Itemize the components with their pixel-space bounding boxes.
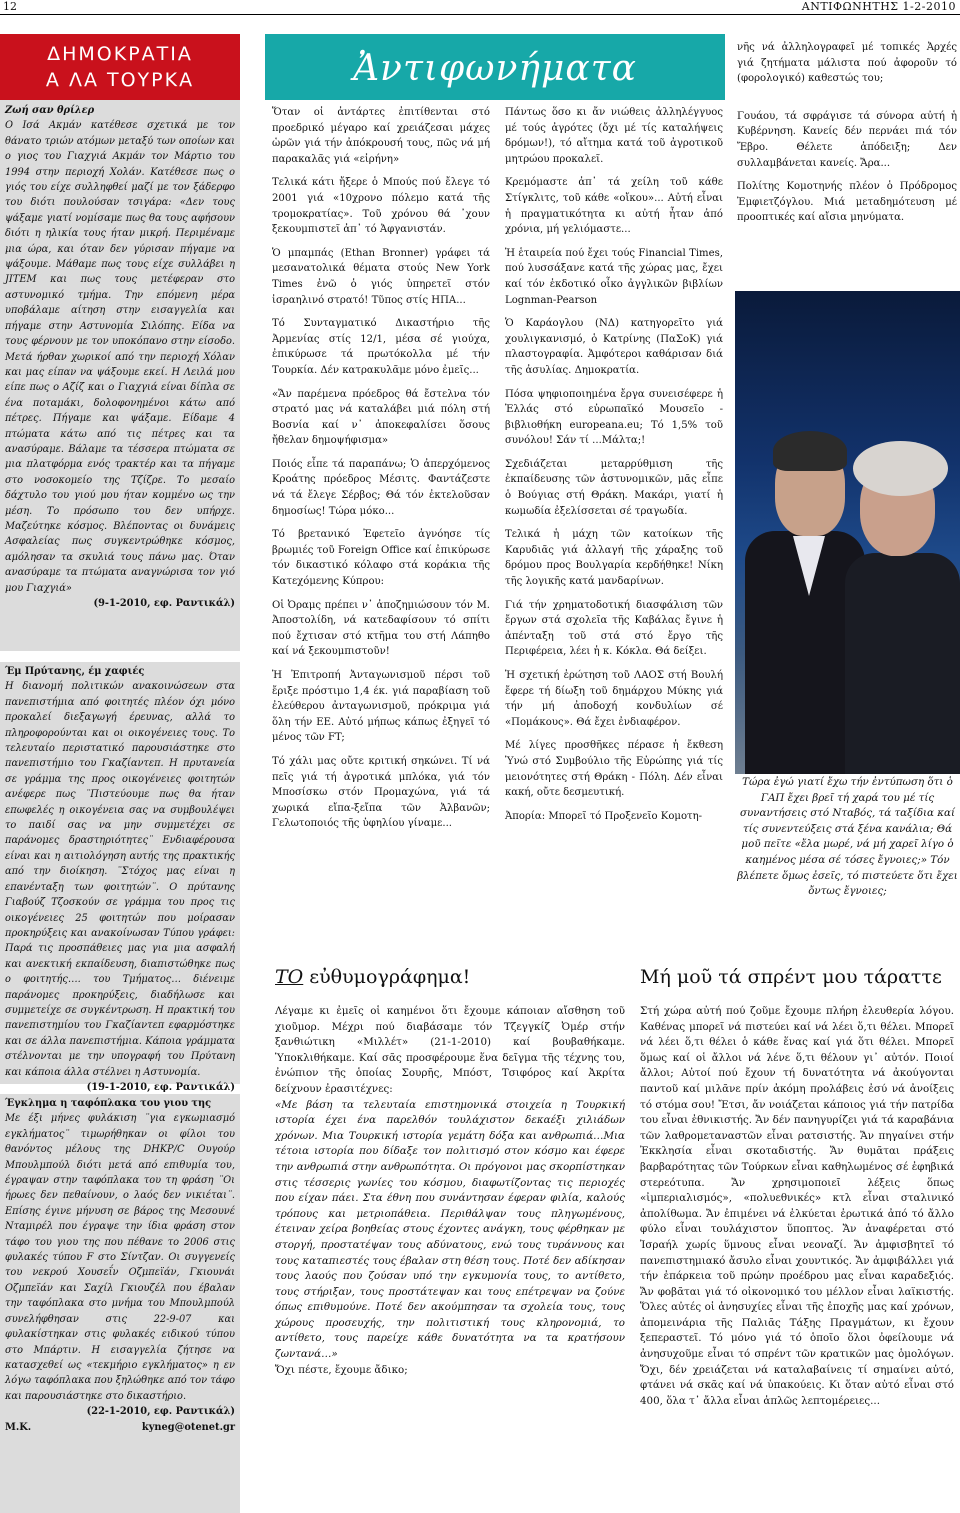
article-source: (19-1-2010, εφ. Ραντικάλ)	[86, 1081, 235, 1093]
article-life-thriller	[0, 103, 240, 649]
paragraph: Πολίτης Κομοτηνής πλέον ὁ Πρόδρομος Ἐμφιετζόγλου. Μιά μεταδημότευση μέ προοπτικές καί αἴσια μηνύματα.	[737, 181, 957, 224]
title-prefix: ΤΟ	[275, 966, 304, 988]
news-photo	[735, 291, 960, 774]
section-title-line2: Α ΛΑ ΤΟΥΡΚΑ	[45, 69, 195, 91]
article-quote: «Με βάση τα τελευταία επιστημονικά στοιχεία η Τουρκική ιστορία έχει ένα παρελθόν τουλάχιστον δεκαέξι χιλιάδων χρόνων. Μια Τουρκική ιστορία γεμάτη δόξα και ανθρωπιά…Μια τέτοια ιστορία που δίδαξε τον πολιτισμό στον κόσμο και έφερε την ανθρωπιά στην ανθρωπότητα. Οι πρόγονοι μας σκορπίστηκαν στις τέσσερις γωνίες του κόσμου, διαφωτίζοντας τις περιοχές που είχαν πάει. Στα έθνη που συνάντησαν έφεραν φιλία, καλούς τρόπους και μετριοπάθεια. Περιθάλψαν τους πληγωμένους, έτειναν χείρα βοηθείας στους έχοντες ανάγκη, τους φέρθηκαν με στοργή, προστατέψαν τους αδύνατους, ενώ τους τυράννους και τους καταπιεστές τους έβαλαν στη θέση τους. Ποτέ δεν αδίκησαν τους λαούς που ζούσαν υπό την εγκυμονία τους, το αντίθετο, τους στήριξαν, τους προστάτεψαν και τους επέτρεψαν να ζούνε όπως επιθυμούνε. Ποτέ δεν ακούμπησαν τα σχολεία τους, τους χώρους προσευχής, την πολιτιστική τους κληρονομιά, το αντίθετο, τους παρείχε κάθε δυνατότητα να τα κρατήσουν ζωντανά…»	[275, 1098, 625, 1361]
article-source: (22-1-2010, εφ. Ραντικάλ)	[86, 1406, 235, 1418]
paragraph: «Ἄν παρέμενα πρόεδρος θά ἔστελνα τόν στρατό μας νά καταλάβει μιά πόλη στή Βοσνία καί ν᾽ ἀποκεφαλίσει ὅσους ἤθελαν δημοψήφισμα»	[272, 388, 490, 447]
title-rest: εὐθυμογράφημα!	[303, 966, 471, 988]
paragraph: Τελικά κάτι ἤξερε ὁ Μπούς πού ἔλεγε τό 2001 γιά «10χρονο πόλεμο κατά τῆς τρομοκρατίας». Τοῦ χρόνου θά ᾽χουν ξεκουμπιστεῖ ἀπ᾽ τό Ἀφγανιστάν.	[272, 177, 490, 236]
paragraph: Γιά τήν χρηματοδοτική διασφάλιση τῶν ἔργων στά σχολεῖα τῆς Καβάλας ἔγινε ἡ ἀπένταξη τοῦ στά στό ἔργο τῆς Περιφέρεια, λέει ἡ κ. Κόκλα. Θά δείξει.	[505, 599, 723, 658]
paragraph: Τό Συνταγματικό Δικαστήριο τῆς Ἀρμενίας στίς 12/1, μέσα σέ γιούχα, ἐπικύρωσε τά πρωτόκολλα μέ τήν Τουρκία. Δέν κατρακυλᾶμε μόνο ἐμεῖς...	[272, 318, 490, 376]
paragraph: Ὁ μπαμπάς (Ethan Bronner) γράφει τά μεσανατολικά θέματα στούς New York Times ἐνῶ ὁ γιός ὑπηρετεῖ στόν ἰσραηλινό στρατό! Τῦπος στίς ΗΠΑ...	[272, 247, 490, 306]
paragraph: Ποιός εἶπε τά παραπάνω; Ὁ ἀπερχόμενος Κροάτης πρόεδρος Μέσιτς. Φαντάζεστε νά τά ἔλεγε Σέρβος; Θά τόν ἐκτελοῦσαν δημοσίως! Τώρα μόκο...	[272, 458, 490, 517]
column-antifonimata-3	[737, 40, 957, 290]
paragraph: Τό βρετανικό Ἐφετεῖο ἀγνόησε τίς βρωμιές τοῦ Foreign Office καί ἐπικύρωσε τόν δικαστικό κόλαφο στά κοράκια τῆς Κατεχόμενης Κύπρου:	[272, 529, 490, 588]
article-rector	[0, 664, 240, 1093]
article-title: Έμ Πρύτανης, έμ χαφιές	[5, 666, 145, 677]
paragraph: Πόσα ψηφιοποιημένα ἔργα συνεισέφερε ἡ Ἑλλάς στό εὐρωπαϊκό Μουσεῖο - βιβλιοθήκη europeana.eu; Τό 1,5% τοῦ συνόλου! Σάν τί ...Μάλτα;!	[505, 388, 723, 447]
article-source: (9-1-2010, εφ. Ραντικάλ)	[93, 598, 235, 609]
paragraph: Ἀπορία: Μπορεῖ τό Προξενεῖο Κομοτη-	[505, 810, 703, 822]
paragraph: Τελικά ἡ μάχη τῶν κατοίκων τῆς Καρυδιᾶς γιά ἀλλαγή τῆς χάραξης τοῦ δρόμου προς Βουλγαρία κερδήθηκε! Νίκη τῆς λογικῆς κατά μανδαρίνων.	[505, 529, 723, 588]
paragraph: Κρεμόμαστε ἀπ᾽ τά χείλη τοῦ κάθε Στίγκλιτς, τοῦ κάθε «οἴκου»... Αὐτή εἶναι ἡ πραγματικότητα κι αὐτή ἦταν ἀπό χρόνια, μή γελιόμαστε...	[505, 177, 723, 236]
article-body: Η διανομή πολιτικών ανακοινώσεων στα πανεπιστήμια από φοιτητές πλέον όχι μόνο προκαλεί διεξαγωγή έρευνας, αλλά το πληροφορούνται και οι οικογένειες τους. Το τελευταίο περιστατικό παρουσιάστηκε στο πανεπιστήμιο του Γκαζίαντεπ. Η πρυτανεία σε γράμμα της προς οικογένειες φοιτητών ανέφερε πως ¨Πιστεύουμε πως θα ήταν επωφελές η οικογένεια σας να συμβουλέψει το παιδί σας να μην συμμετέχει σε παράνομες δραστηριότητες¨ Ενδιαφέρουσα είναι και η αιτιολόγηση αυτής της πρακτικής από την διοίκηση. ¨Στόχος μας είναι η επανένταξη των φοιτητών¨. Ο πρύτανης Γιαβούζ Τζοσκούν σε γράμμα του προς τις οικογένειες 25 φοιτητών που μοίρασαν προκηρύξεις και ανακοίνωσαν Τύπου γράφει: Παρά τις προσπάθειες μας για μια ασφαλή και ανεκτική εκπαίδευση, διαπιστώθηκε πως ο φοιτητής…. του Τμήματος… διένειμε παράνομες προκηρύξεις, διαδήλωσε και συμμετείχε σε συγκέντρωση. Η πρακτική του πανεπιστημίου του Γκαζίαντεπ εφαρμόστηκε και σε άλλα πανεπιστήμια. Κάποια γράμματα στέλνονται με την υπογραφή του Πρύτανη και κάποια άλλα στέλνει η Αστυνομία.	[5, 681, 235, 1078]
section-banner-democracy	[0, 34, 240, 100]
article-title-euthymografima	[275, 966, 470, 988]
paragraph: Τό χάλι μας οὔτε κριτική σηκώνει. Τί νά πεῖς γιά τή ἀγροτικά μπλόκα, γιά τόν Μποσίσκω στόν Προμαχώνα, γιά τά χωρικά εἴπα-ξεἴπα τῶν Ἀλβανῶν; Γελωτοποιός τῆς ὑφηλίου γίναμε...	[272, 755, 490, 830]
section-title-line1: ΔΗΜΟΚΡΑΤΙΑ	[47, 43, 193, 65]
paragraph: Ἡ Ἐπιτροπή Ἀνταγωνισμοῦ πέρσι τοῦ ἔριξε πρόστιμο 1,4 έκ. γιά παραβίαση τοῦ ἐλεύθερου ἀνταγωνισμοῦ, πρόκριμα γιά ὅλη τήν ΕΕ. Αὐτό μήπως κάπως ἐξηγεῖ τό μένος τῶν FT;	[272, 670, 490, 744]
column-antifonimata-2	[505, 105, 723, 953]
article-spread: Στή χώρα αὐτή πού ζοῦμε ἔχουμε πλήρη ἐλευθερία λόγου. Καθένας μπορεῖ νά πιστεύει καί νά λέει ὅ,τι θέλει. Μπορεῖ νά λέει ὅ,τι θέλει ὁ κάθε ἕνας καί γιά ὅτι θέλει. Μπορεῖ ὅμως καί οἱ ἄλλοι νά λένε ὅ,τι θέλουν γι᾽ αὐτόν. Ποιοί ἄλλοι; Αὐτοί πού ἔχουν τή δυνατότητα νά ἀκούγονται παντοῦ καί μιλᾶνε πρίν ἀκόμη προλάβεις ἐσύ νά ἀνοίξεις τό στόμα σου! Ἔτσι, ἄν νοιάζεται κάποιος γιά τήν πατρίδα του εἶναι ἐθνικιστής. Ἄν δέν πανηγυρίζει γιά τά καραβάνια τῶν λαθρομεταναστῶν εἶναι ρατσιστής. Ἄν πηγαίνει στήν Ἐκκλησία εἶναι σκοταδιστής. Ἄν θυμᾶται πράξεις βαρβαρότητας τῶν Τούρκων εἶναι καθηλωμένος σέ ἐφηβικά στερεότυπα. Ἄν χρησιμοποιεῖ λέξεις ὅπως «ἰμπεριαλισμός», «πολυεθνικές» κτλ εἶναι σταλινικό ἀπολίθωμα. Ἄν ἐπιμένει νά ἐλκύεται ἐρωτικά ἀπό τό ἄλλο φύλο εἶναι τουλάχιστον ὕποπτος. Ἄν ἀναφέρεται στό Ἰσραήλ χωρίς ὕμνους εἶναι νεοναζί. Ἄν ἀμφισβητεῖ τό πανεπιστημιακό ἄσυλο εἶναι χουντικός. Ἄν ἀμφιβάλλει γιά τήν ἐπάρκεια τοῦ πρώην προέδρου μας εἶναι καραδεξιός. Ἄν φοβᾶται γιά τό οἰκονομικό του μέλλον εἶναι λαϊκιστής. Ὅλες αὐτές οἱ ἀνησυχίες εἶναι τῆς ἐποχῆς μας καί χρόνων, ἀπομεινάρια τῆς Παλιᾶς Τάξης Πραγμάτων, κι ἔχουν ξεπεραστεῖ. Τό μόνο γιά τό ὁποῖο ὅλοι ὀφείλουμε νά ἀνησυχοῦμε εἶναι τό σπρέντ τῶν κρατικῶν μας ὁμολόγων. Ὄχι, δέν χρειάζεται νά καταλαβαίνεις τί σημαίνει αὐτό, φτάνει νά σκᾶς καί νά ὑπακούεις. Κι ὅταν αὐτό εἶναι στό 400, ὅλα τ᾽ ἄλλα εἶναι ἁπλῶς λεπτομέρειες...	[640, 1005, 954, 1407]
page-header	[0, 0, 960, 15]
article-intro: Λέγαμε κι ἐμεῖς οἱ καημένοι ὅτι ἔχουμε κάποιαν αἴσθηση τοῦ χιοῦμορ. Μέχρι πού διαβάσαμε τόν Τζεγγκίζ Ὀμέρ στήν ξανθιώτικη «Μιλλέτ» (21-1-2010) καί βουβαθήκαμε. Ὑποκλιθήκαμε. Καί σᾶς προσφέρουμε ἕνα δεῖγμα τῆς τέχνης του, ἐνώπιον τῆς ὁποίας Σουρῆς, Μπόστ, Τσιφόρος καί Ἀκρίτα δείχνουν ἐρασιτέχνες:	[275, 1005, 625, 1095]
article-outro: Ὄχι πέστε, ἔχουμε ἄδικο;	[275, 1363, 408, 1376]
page-number: 12	[3, 0, 17, 13]
paragraph: Ὅταν οἱ ἀντάρτες ἐπιτίθενται στό προεδρικό μέγαρο καί χρειάζεσαι μάχες ὡρῶν γιά τήν ἀπόκρουσή τους, πῶς νά μή παρακαλᾶς γιά «εἰρήνη»	[272, 107, 490, 165]
paragraph: νῆς νά ἀλληλογραφεῖ μέ τοπικές Ἀρχές γιά ζητήματα μάλιστα πού ἀφοροῦν τό (φορολογικό) καθεστώς του;	[737, 42, 957, 85]
paragraph: Ἡ ἑταιρεία πού ἔχει τούς Financial Times, πού λυσσάξανε κατά τῆς χώρας μας, ἔχει καί τόν ἐκδοτικό οἶκο ἀγγλικῶν βιβλίων Lognman-Pearson	[505, 247, 723, 306]
article-title-spread: Μή μοῦ τά σπρέντ μου τάραττε	[640, 966, 942, 988]
paragraph: Σχεδιάζεται μεταρρύθμιση τῆς ἐκπαίδευσης τῶν ἀστυνομικῶν, μᾶς εἶπε ὁ Βούγιας στή Θράκη. Μακάρι, γιατί ἡ κωμωδία ἐξελίσσεται σέ τραγωδία.	[505, 458, 723, 517]
masthead-date: ΑΝΤΙΦΩΝΗΤΗΣ 1-2-2010	[801, 0, 956, 13]
paragraph: Οἱ Ὀραμς πρέπει ν᾽ ἀποζημιώσουν τόν Μ. Ἀποστολίδη, νά κατεδαφίσουν τό σπίτι πού ἔχτισαν στό κτῆμα του στή Λάπηθο καί νά ξεκουμπιστοῦν!	[272, 599, 490, 658]
paragraph: Ὁ Καράογλου (ΝΔ) κατηγορεῖτο γιά χουλιγκανισμό, ὁ Κατρίνης (ΠαΣοΚ) γιά πλαστογραφία. Ἀμφότεροι καθάρισαν διά τῆς ἀσυλίας. Δημοκρατία.	[505, 318, 723, 376]
antifonimata-banner: Ἀντιφωνήματα	[265, 34, 725, 100]
article-body: Ο Ισά Ακμάν κατέθεσε σχετικά με τον θάνατο τριών ατόμων μεταξύ των οποίων και ο γιος του Γιαχγιά Ακμάν τον Μάρτιο του 1994 στην περιοχή Χολάν. Κατέθεσε πως ο γιός του είχε συλληφθεί μαζί με τον ξάδερφο του διότι πουλούσαν τσιγάρα: «Δεν τους ψάξαμε γιατί νομίσαμε πως θα τους αφήσουν διότι η ηλικία τους ήταν μικρή. Περιμέναμε μια ώρα, και όταν δεν γύρισαν πήγαμε να ψάξουμε. Μάθαμε πως τους είχε συλλάβει η JITEM και πως τους μετέφεραν στο αστυνομικό τμήμα. Την επόμενη μέρα υποβάλαμε αίτηση στην εισαγγελία και πήγαμε στην Αστυνομία Σιλόπης. Είδα να τους φέρνουν με τον υποκόπανο στην είσοδο. Μετά ήρθαν χωρικοί από την περιοχή Χόλαν και μας είπαν να ψάξουμε εκεί. Η Λειλά μου είπε πως ο Αζίζ και ο Γιαχγιά είναι δίπλα σε ένα ποταμάκι, δολοφονημένοι κάτω από πέτρες. Πήγαμε και ψάξαμε. Είδαμε 4 πτώματα κάτω από τις πέτρες και τα ανασύραμε. Βάλαμε τα τέσσερα πτώματα σε μια πλατφόρμα ενός τρακτέρ και τα πήγαμε στο νοσοκομείο της Τζίζρε. Το μεσαίο δάχτυλο του γιού μου ήταν κομμένο ως την μέση. Το πρόσωπο του δεν υπήρχε. Μαζεύτηκε κόσμος. Βλέποντας οι δυνάμεις Ασφαλείας πως συγκεντρώθηκε κόσμος, αμόλησαν τα σκυλιά τους πάνω μας. Όταν ανασύραμε τα πτώματα αναγνώρισα τον γιό μου Γιαχγιά»	[5, 120, 235, 594]
article-title: Ζωή σαν θρίλερ	[5, 105, 95, 116]
article-tombstone	[0, 1096, 240, 1512]
paragraph: Γουάου, τά σφράγισε τά σύνορα αὐτή ἡ Κυβέρνηση. Κανείς δέν περνάει πιά τόν Ἔβρο. Θέλετε ἀπόδειξη; Δεν συλλαμβάνεται κανείς. Ἄρα...	[737, 110, 957, 169]
paragraph: Μέ λίγες προσθῆκες πέρασε ἡ ἔκθεση Ὑνώ στό Συμβούλιο τῆς Εὐρώπης γιά τίς μειονότητες στή Θράκη - Πόλη. Δέν εἶναι κακή, οὔτε δεσμευτική.	[505, 740, 723, 799]
signature-name: Μ.Κ.	[5, 1421, 32, 1433]
paragraph: Πάντως ὅσο κι ἄν νιώθεις ἀλληλέγγυος μέ τούς ἀγρότες (ὄχι μέ τίς καταλήψεις δρόμων!), τό αἴτημα κατά τοῦ ἀγροτικοῦ μητρώου προκαλεῖ.	[505, 107, 723, 165]
paragraph: Ἡ σχετική ἐρώτηση τοῦ ΛΑΟΣ στή Βουλή ἔφερε τή δίωξη τοῦ δημάρχου Μύκης γιά τήν μή ἀποδοχή κονδυλίων σέ «Πομάκους». Θά ἔχει ἐνδιαφέρον.	[505, 670, 723, 728]
signature-email[interactable]: kyneg@otenet.gr	[141, 1421, 235, 1433]
article-body: Με έξι μήνες φυλάκιση ¨για εγκωμιασμό εγκλήματος¨ τιμωρήθηκαν οι φίλοι του θανόντος μέλους της DHKP/C Ουγούρ Μπουλμπούλ διότι μετά από επιθυμία του, έγραψαν στην ταφόπλακα του τη φράση ¨Οι ήρωες δεν πεθαίνουν, ο λαός δεν νικιέται¨. Επίσης έγινε μήνυση σε βάρος της Μεσουνέ Νταμιρέλ που έγραψε την ίδια φράση στον τάφο του γιου της που πέθανε το 2006 στις φυλακές τύπου F στο Σίντζαν. Οι συγγενείς του νεκρού Χουσεΐν Οζμπεϊάν, Γκιουνάι Οζμπεϊάν και Σαχίλ Γκιουζέλ που έβαλαν την ταφόπλακα στο μνήμα του Μπουλμπούλ συνελήφθησαν στις 22-9-07 και φυλακίστηκαν στις φυλακές ειδικού τύπου στο Μπάρτιν. Η εισαγγελία ζήτησε να κατασχεθεί ως «τεκμήριο εγκλήματος» η εν λόγω ταφόπλακα που ξηλώθηκε από τον τάφο και παρουσιάστηκε στο δικαστήριο.	[5, 1113, 235, 1402]
photo-caption: Τώρα ἐγώ γιατί ἔχω τήν ἐντύπωση ὅτι ὁ ΓΑΠ ἔχει βρεῖ τή χαρά του μέ τίς συναντήσεις στό Νταβός, τά ταξίδια καί τίς συνεντεύξεις στά ξένα κανάλια; Θά μοῦ πεῖτε «ἔλα μωρέ, νά μή χαρεῖ λίγο ὁ καημένος μέσα σέ τόσες ἔγνοιες;» Τόν βλέπετε ὅμως ἐσεῖς, τό πιστεύετε ὅτι ἔχει ὄντως ἔγνοιες;	[737, 776, 958, 898]
article-title: Έγκλημα η ταφόπλακα του γιου της	[5, 1098, 212, 1109]
column-antifonimata-1	[272, 105, 490, 953]
signature	[5, 1420, 235, 1435]
article-euthymografima	[275, 1004, 625, 1509]
